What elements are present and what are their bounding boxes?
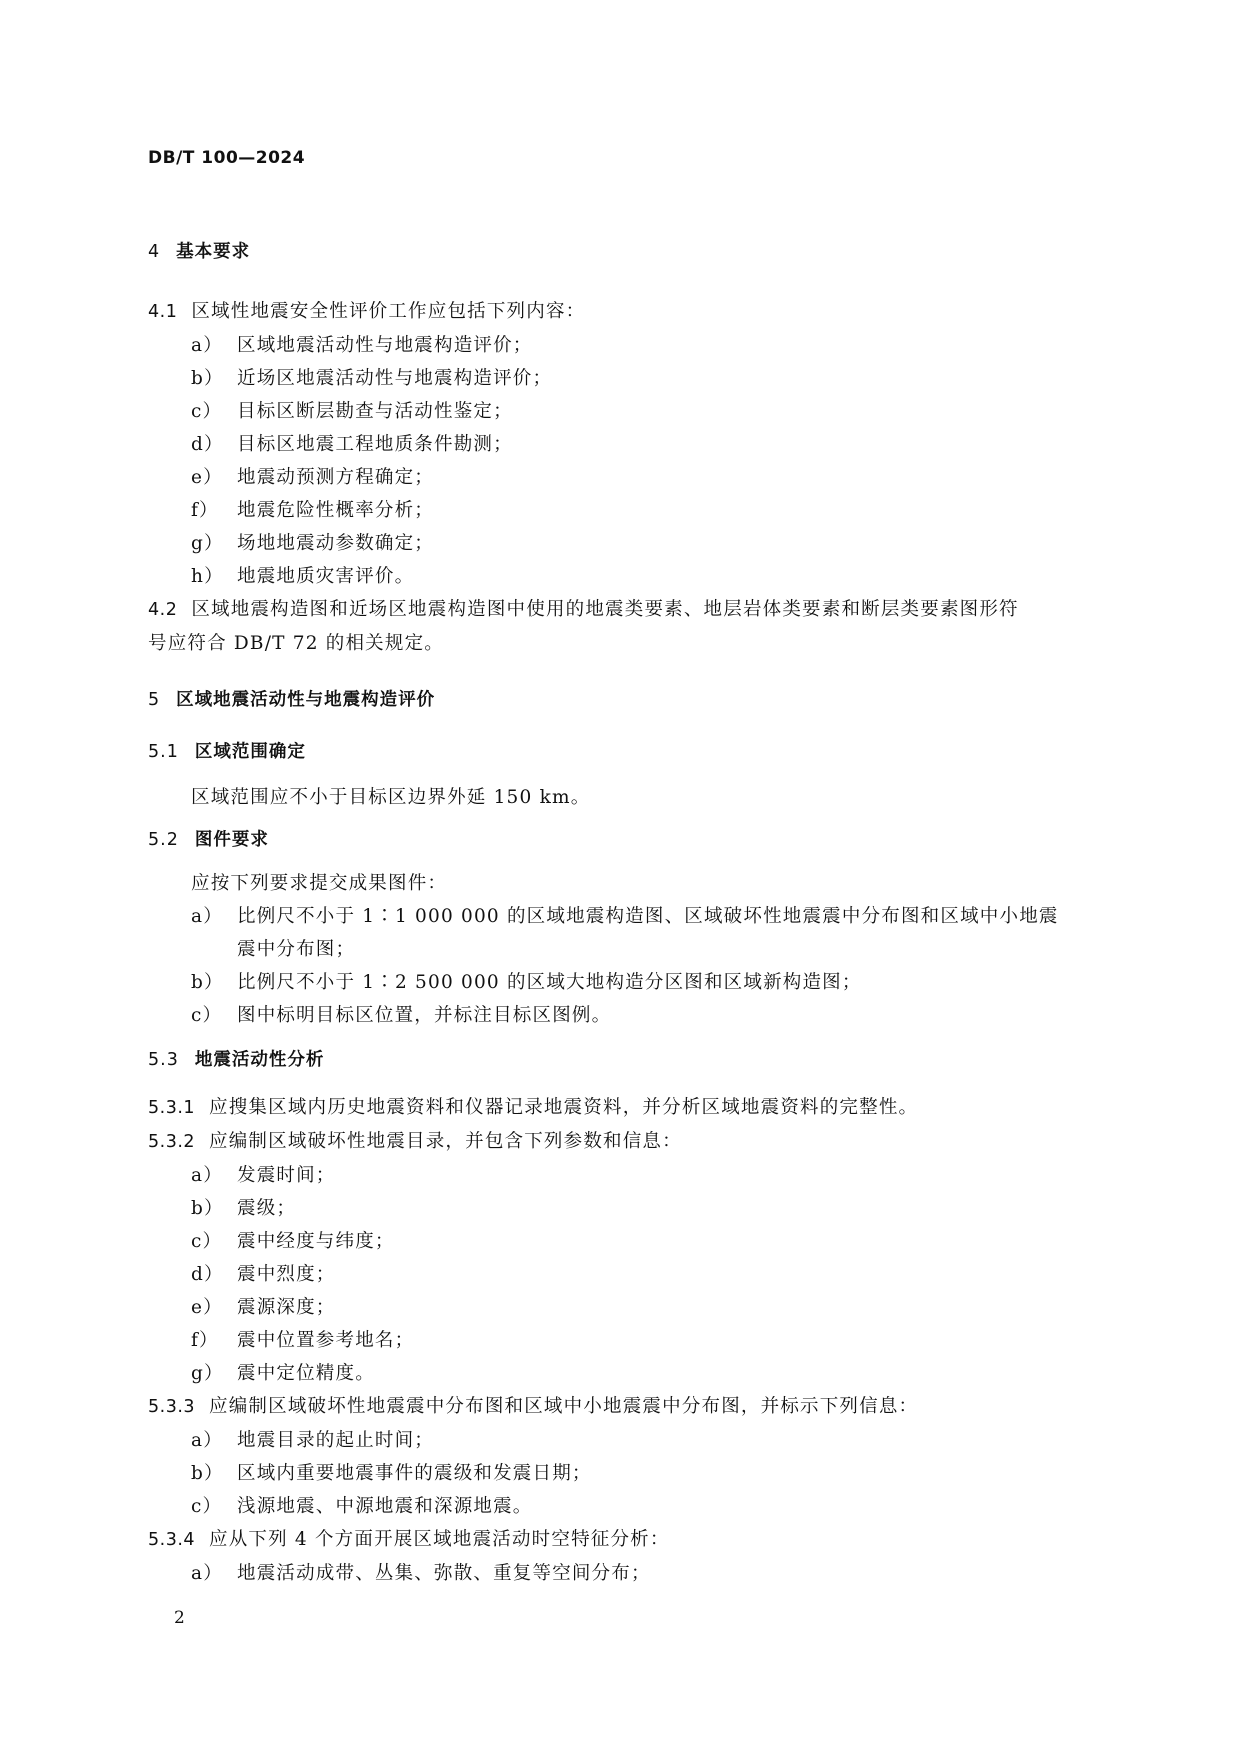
list-text: 地震动预测方程确定； <box>237 467 435 488</box>
list-item <box>148 900 1108 933</box>
section-5-heading <box>148 684 1108 717</box>
list-text: 近场区地震活动性与地震构造评价； <box>237 368 553 389</box>
list-marker: c） <box>191 1496 223 1517</box>
clause-number: 5.3.1 <box>148 1098 196 1118</box>
page-body <box>148 236 1108 1590</box>
list-item <box>148 966 1108 999</box>
list-marker: a） <box>191 1563 223 1584</box>
subsection-title: 区域范围确定 <box>194 742 306 762</box>
list-item <box>148 1424 1108 1457</box>
list-marker: d） <box>191 434 224 455</box>
list-text: 地震地质灾害评价。 <box>237 566 415 587</box>
clause-text: 应编制区域破坏性地震目录，并包含下列参数和信息： <box>209 1131 682 1152</box>
list-item <box>148 560 1108 593</box>
list-text: 区域地震活动性与地震构造评价； <box>237 335 533 356</box>
list-item <box>148 1324 1108 1357</box>
list-marker: e） <box>191 1297 223 1318</box>
clause-number: 5.3.3 <box>148 1397 196 1417</box>
clause-number: 5.3.4 <box>148 1530 196 1550</box>
list-marker: g） <box>191 533 224 554</box>
subsection-5-3-heading <box>148 1044 1108 1077</box>
list-text: 震中定位精度。 <box>237 1363 375 1384</box>
list-text: 发震时间； <box>237 1165 336 1186</box>
list-marker: b） <box>191 1198 224 1219</box>
subsection-5-2-heading <box>148 824 1108 857</box>
list-item <box>148 1291 1108 1324</box>
list-text: 震源深度； <box>237 1297 336 1318</box>
clause-5-3-3 <box>148 1390 1108 1424</box>
list-item <box>148 494 1108 527</box>
list-text: 场地地震动参数确定； <box>237 533 435 554</box>
list-item <box>148 1557 1108 1590</box>
clause-5-3-4 <box>148 1523 1108 1557</box>
clause-number: 4.2 <box>148 600 178 620</box>
clause-text: 区域地震构造图和近场区地震构造图中使用的地震类要素、地层岩体类要素和断层类要素图形符 <box>191 599 1019 620</box>
list-text: 震中分布图； <box>237 939 356 960</box>
clause-4-2-continuation: 号应符合 DB/T 72 的相关规定。 <box>148 633 444 654</box>
subsection-title: 图件要求 <box>194 830 269 850</box>
clause-text: 应搜集区域内历史地震资料和仪器记录地震资料，并分析区域地震资料的完整性。 <box>209 1097 919 1118</box>
list-text: 目标区断层勘查与活动性鉴定； <box>237 401 513 422</box>
subsection-number: 5.2 <box>148 830 179 850</box>
subsection-5-1-heading <box>148 736 1108 769</box>
list-marker: a） <box>191 1430 223 1451</box>
list-item <box>148 329 1108 362</box>
list-text: 地震目录的起止时间； <box>237 1430 435 1451</box>
list-text: 浅源地震、中源地震和深源地震。 <box>237 1496 533 1517</box>
section-number: 4 <box>148 242 161 262</box>
clause-5-3-2 <box>148 1125 1108 1159</box>
list-marker: f） <box>191 500 219 521</box>
list-marker: b） <box>191 368 224 389</box>
list-text: 震中位置参考地名； <box>237 1330 415 1351</box>
list-item <box>148 428 1108 461</box>
list-item <box>148 1457 1108 1490</box>
document-code: DB/T 100—2024 <box>148 148 306 168</box>
section-title: 区域地震活动性与地震构造评价 <box>176 690 436 710</box>
subsection-5-2-intro: 应按下列要求提交成果图件： <box>191 873 448 894</box>
list-marker: c） <box>191 1005 223 1026</box>
list-text: 震中烈度； <box>237 1264 336 1285</box>
subsection-title: 地震活动性分析 <box>194 1050 325 1070</box>
list-item <box>148 461 1108 494</box>
clause-text: 区域性地震安全性评价工作应包括下列内容： <box>191 301 586 322</box>
list-item-continuation <box>148 933 1108 966</box>
list-item <box>148 527 1108 560</box>
list-marker: a） <box>191 906 223 927</box>
list-marker: d） <box>191 1264 224 1285</box>
list-marker: c） <box>191 401 223 422</box>
list-item <box>148 1192 1108 1225</box>
list-item <box>148 1225 1108 1258</box>
list-item <box>148 1357 1108 1390</box>
list-text: 比例尺不小于 1∶2 500 000 的区域大地构造分区图和区域新构造图； <box>237 972 862 993</box>
list-marker: g） <box>191 1363 224 1384</box>
list-marker: a） <box>191 335 223 356</box>
list-text: 地震危险性概率分析； <box>237 500 435 521</box>
list-marker: a） <box>191 1165 223 1186</box>
list-marker: h） <box>191 566 224 587</box>
list-text: 图中标明目标区位置，并标注目标区图例。 <box>237 1005 612 1026</box>
list-item <box>148 1490 1108 1523</box>
list-marker: b） <box>191 972 224 993</box>
list-marker: c） <box>191 1231 223 1252</box>
clause-5-3-1 <box>148 1091 1108 1125</box>
section-number: 5 <box>148 690 161 710</box>
clause-text: 应从下列 4 个方面开展区域地震活动时空特征分析： <box>209 1529 670 1550</box>
clause-text: 应编制区域破坏性地震震中分布图和区域中小地震震中分布图，并标示下列信息： <box>209 1396 919 1417</box>
subsection-number: 5.1 <box>148 742 179 762</box>
list-text: 区域内重要地震事件的震级和发震日期； <box>237 1463 592 1484</box>
section-title: 基本要求 <box>176 242 251 262</box>
list-text: 比例尺不小于 1∶1 000 000 的区域地震构造图、区域破坏性地震震中分布图和区域中小地震 <box>237 906 1059 927</box>
list-marker: f） <box>191 1330 219 1351</box>
list-marker: b） <box>191 1463 224 1484</box>
clause-4-1 <box>148 295 1108 329</box>
list-item <box>148 362 1108 395</box>
list-text: 震级； <box>237 1198 297 1219</box>
clause-number: 5.3.2 <box>148 1132 196 1152</box>
page-number: 2 <box>174 1608 185 1628</box>
list-item <box>148 1258 1108 1291</box>
section-4-heading <box>148 236 1108 269</box>
clause-4-2 <box>148 593 1108 627</box>
clause-number: 4.1 <box>148 302 178 322</box>
list-item <box>148 395 1108 428</box>
list-item <box>148 999 1108 1032</box>
subsection-number: 5.3 <box>148 1050 179 1070</box>
list-text: 目标区地震工程地质条件勘测； <box>237 434 513 455</box>
list-text: 震中经度与纬度； <box>237 1231 395 1252</box>
subsection-5-1-text: 区域范围应不小于目标区边界外延 150 km。 <box>191 787 591 808</box>
list-marker: e） <box>191 467 223 488</box>
list-item <box>148 1159 1108 1192</box>
list-text: 地震活动成带、丛集、弥散、重复等空间分布； <box>237 1563 651 1584</box>
